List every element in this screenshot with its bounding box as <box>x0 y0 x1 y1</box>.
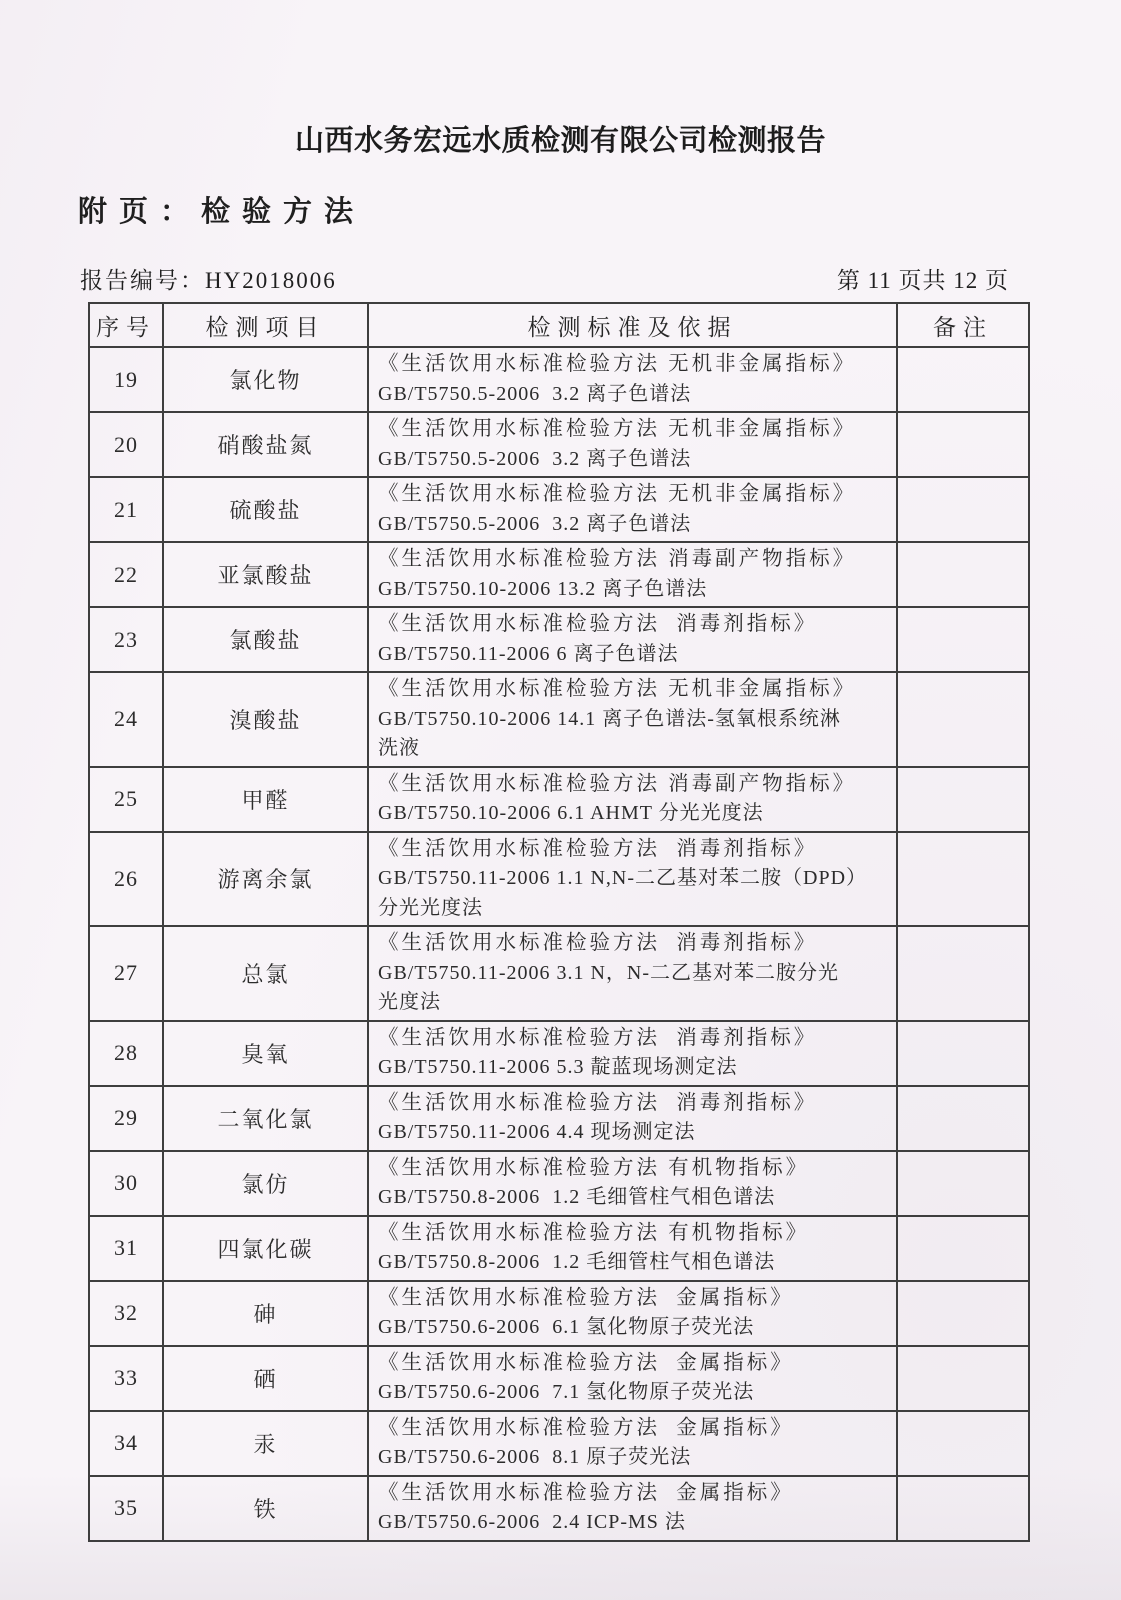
col-header-remark: 备注 <box>897 303 1029 347</box>
table-row <box>89 607 1029 672</box>
test-item-label: 氯酸盐 <box>229 628 302 653</box>
col-header-seq: 序号 <box>89 303 163 347</box>
row-seq: 21 <box>114 496 138 522</box>
row-seq: 32 <box>114 1300 138 1325</box>
test-item-label: 臭氧 <box>241 1041 290 1067</box>
test-item-cell <box>163 542 368 607</box>
test-item-label: 汞 <box>253 1431 278 1457</box>
standard-line: GB/T5750.6-2006 8.1 原子荧光法 <box>378 1446 692 1468</box>
test-item-cell <box>163 767 368 832</box>
row-seq: 27 <box>114 960 138 986</box>
row-seq-cell <box>89 767 163 832</box>
test-item-cell <box>163 1411 368 1476</box>
table-row <box>89 1086 1029 1151</box>
test-item-label: 硫酸盐 <box>229 498 302 523</box>
standard-line: GB/T5750.6-2006 7.1 氢化物原子荧光法 <box>378 1381 755 1403</box>
standard-line: 《生活饮用水标准检验方法 无机非金属指标》 <box>378 418 857 440</box>
methods-table-wrap <box>88 302 1121 1542</box>
standard-cell <box>368 1151 897 1216</box>
remark-cell <box>897 412 1029 477</box>
methods-table <box>88 302 1030 1542</box>
standard-line: 《生活饮用水标准检验方法 金属指标》 <box>378 1351 794 1374</box>
table-row <box>89 926 1029 1021</box>
standard-cell <box>368 1086 897 1151</box>
table-row <box>89 1021 1029 1086</box>
row-seq-cell <box>89 926 163 1021</box>
remark-cell <box>897 1476 1029 1541</box>
test-item-label: 铁 <box>253 1496 278 1522</box>
remark-cell <box>897 767 1029 832</box>
test-item-label: 游离余氯 <box>217 867 314 893</box>
row-seq-cell <box>89 477 163 542</box>
table-row <box>89 672 1029 767</box>
standard-line: GB/T5750.10-2006 6.1 AHMT 分光光度法 <box>378 802 764 824</box>
standard-line: 《生活饮用水标准检验方法 消毒副产物指标》 <box>378 548 857 570</box>
row-seq-cell <box>89 1021 163 1086</box>
table-row <box>89 832 1029 927</box>
standard-line: 《生活饮用水标准检验方法 消毒剂指标》 <box>378 1026 818 1049</box>
methods-table-head <box>89 303 1029 347</box>
standard-line: 《生活饮用水标准检验方法 消毒副产物指标》 <box>378 772 857 795</box>
remark-cell <box>897 1151 1029 1216</box>
remark-cell <box>897 1346 1029 1411</box>
test-item-cell <box>163 672 368 767</box>
row-seq: 20 <box>114 431 138 457</box>
methods-table-body <box>89 347 1029 1541</box>
standard-cell <box>368 672 897 767</box>
test-item-label: 甲醛 <box>241 787 290 813</box>
row-seq-cell <box>89 1346 163 1411</box>
test-item-label: 氯化物 <box>229 368 302 393</box>
standard-cell <box>368 926 897 1021</box>
remark-cell <box>897 1411 1029 1476</box>
test-item-cell <box>163 1021 368 1086</box>
row-seq: 34 <box>114 1430 138 1455</box>
row-seq: 30 <box>114 1170 138 1195</box>
remark-cell <box>897 542 1029 607</box>
test-item-cell <box>163 477 368 542</box>
test-item-label: 砷 <box>253 1301 278 1327</box>
test-item-cell <box>163 607 368 672</box>
test-item-label: 总氯 <box>241 961 290 987</box>
test-item-cell <box>163 926 368 1021</box>
standard-cell <box>368 347 897 412</box>
row-seq-cell <box>89 347 163 412</box>
row-seq-cell <box>89 1151 163 1216</box>
standard-line: GB/T5750.6-2006 2.4 ICP-MS 法 <box>378 1511 686 1533</box>
test-item-label: 硒 <box>253 1366 278 1392</box>
standard-cell <box>368 1281 897 1346</box>
standard-cell <box>368 412 897 477</box>
standard-line: 《生活饮用水标准检验方法 有机物指标》 <box>378 1156 810 1179</box>
table-row <box>89 1411 1029 1476</box>
standard-cell <box>368 1476 897 1541</box>
standard-line: GB/T5750.11-2006 4.4 现场测定法 <box>378 1121 696 1143</box>
row-seq: 23 <box>114 626 138 652</box>
test-item-cell <box>163 412 368 477</box>
test-item-label: 硝酸盐氮 <box>217 433 314 458</box>
remark-cell <box>897 477 1029 542</box>
standard-line: 《生活饮用水标准检验方法 金属指标》 <box>378 1481 794 1504</box>
row-seq-cell <box>89 607 163 672</box>
standard-line: GB/T5750.5-2006 3.2 离子色谱法 <box>378 382 692 405</box>
row-seq: 24 <box>114 706 138 732</box>
standard-line: GB/T5750.8-2006 1.2 毛细管柱气相色谱法 <box>378 1186 776 1208</box>
standard-cell <box>368 832 897 927</box>
row-seq-cell <box>89 672 163 767</box>
remark-cell <box>897 832 1029 927</box>
remark-cell <box>897 607 1029 672</box>
remark-cell <box>897 1086 1029 1151</box>
test-item-cell <box>163 1281 368 1346</box>
page-title: 山西水务宏远水质检测有限公司检测报告 <box>294 125 826 157</box>
row-seq: 28 <box>114 1040 138 1065</box>
meta-row <box>80 262 1009 295</box>
row-seq: 33 <box>114 1365 138 1390</box>
row-seq-cell <box>89 832 163 927</box>
standard-line: GB/T5750.5-2006 3.2 离子色谱法 <box>378 447 692 470</box>
standard-line: GB/T5750.5-2006 3.2 离子色谱法 <box>378 512 692 535</box>
standard-line: 《生活饮用水标准检验方法 金属指标》 <box>378 1286 794 1309</box>
test-item-cell <box>163 347 368 412</box>
row-seq-cell <box>89 1476 163 1541</box>
standard-line: GB/T5750.11-2006 6 离子色谱法 <box>378 642 679 665</box>
col-header-item: 检测项目 <box>163 303 368 347</box>
row-seq: 31 <box>114 1235 138 1260</box>
table-row <box>89 347 1029 412</box>
report-number <box>80 262 337 295</box>
row-seq-cell <box>89 1216 163 1281</box>
standard-line: GB/T5750.11-2006 5.3 靛蓝现场测定法 <box>378 1056 738 1078</box>
col-header-standard: 检测标准及依据 <box>368 303 897 347</box>
page-indicator: 第 11 页共 12 页 <box>836 268 1009 293</box>
standard-line: 《生活饮用水标准检验方法 无机非金属指标》 <box>378 353 857 375</box>
standard-line: 洗液 <box>378 737 420 759</box>
remark-cell <box>897 926 1029 1021</box>
standard-line: GB/T5750.11-2006 1.1 N,N-二乙基对苯二胺（DPD） <box>378 867 868 889</box>
test-item-cell <box>163 1216 368 1281</box>
table-row <box>89 1346 1029 1411</box>
standard-line: 分光光度法 <box>378 896 483 919</box>
standard-line: 《生活饮用水标准检验方法 消毒剂指标》 <box>378 1091 818 1114</box>
table-row <box>89 1151 1029 1216</box>
standard-cell <box>368 1021 897 1086</box>
test-item-label: 溴酸盐 <box>229 707 302 733</box>
test-item-cell <box>163 1151 368 1216</box>
table-row <box>89 412 1029 477</box>
row-seq-cell <box>89 412 163 477</box>
row-seq-cell <box>89 1086 163 1151</box>
standard-cell <box>368 1346 897 1411</box>
test-item-cell <box>163 1476 368 1541</box>
table-row <box>89 1216 1029 1281</box>
row-seq: 19 <box>114 366 138 392</box>
test-item-label: 氯仿 <box>241 1171 290 1197</box>
standard-line: GB/T5750.6-2006 6.1 氢化物原子荧光法 <box>378 1316 755 1338</box>
test-item-label: 亚氯酸盐 <box>217 563 314 588</box>
standard-line: 《生活饮用水标准检验方法 消毒剂指标》 <box>378 613 818 635</box>
standard-line: 《生活饮用水标准检验方法 有机物指标》 <box>378 1221 810 1244</box>
standard-cell <box>368 1411 897 1476</box>
remark-cell <box>897 347 1029 412</box>
row-seq-cell <box>89 1281 163 1346</box>
test-item-label: 二氧化氯 <box>217 1106 314 1132</box>
table-row <box>89 767 1029 832</box>
report-number-value: HY2018006 <box>205 268 337 293</box>
standard-line: GB/T5750.8-2006 1.2 毛细管柱气相色谱法 <box>378 1251 776 1273</box>
remark-cell <box>897 1216 1029 1281</box>
test-item-cell <box>163 832 368 927</box>
standard-cell <box>368 542 897 607</box>
table-row <box>89 477 1029 542</box>
row-seq: 35 <box>114 1495 138 1520</box>
row-seq-cell <box>89 1411 163 1476</box>
standard-line: 《生活饮用水标准检验方法 金属指标》 <box>378 1416 794 1439</box>
standard-line: 光度法 <box>378 991 441 1013</box>
appendix-subtitle: 附页：检验方法 <box>78 196 366 228</box>
report-number-label: 报告编号： <box>80 268 205 293</box>
standard-line: 《生活饮用水标准检验方法 无机非金属指标》 <box>378 483 857 505</box>
standard-line: GB/T5750.11-2006 3.1 N，N-二乙基对苯二胺分光 <box>378 961 840 984</box>
row-seq: 25 <box>114 786 138 811</box>
test-item-cell <box>163 1086 368 1151</box>
standard-line: 《生活饮用水标准检验方法 消毒剂指标》 <box>378 932 818 954</box>
table-row <box>89 542 1029 607</box>
remark-cell <box>897 1021 1029 1086</box>
row-seq: 26 <box>114 865 138 891</box>
standard-cell <box>368 1216 897 1281</box>
standard-cell <box>368 477 897 542</box>
row-seq: 22 <box>114 561 138 587</box>
standard-line: 《生活饮用水标准检验方法 无机非金属指标》 <box>378 678 857 700</box>
table-row <box>89 1476 1029 1541</box>
remark-cell <box>897 672 1029 767</box>
standard-line: GB/T5750.10-2006 14.1 离子色谱法-氢氧根系统淋 <box>378 707 841 730</box>
row-seq-cell <box>89 542 163 607</box>
row-seq: 29 <box>114 1105 138 1130</box>
test-item-label: 四氯化碳 <box>217 1236 314 1262</box>
standard-cell <box>368 607 897 672</box>
remark-cell <box>897 1281 1029 1346</box>
test-item-cell <box>163 1346 368 1411</box>
header-row <box>89 303 1029 347</box>
table-row <box>89 1281 1029 1346</box>
standard-line: 《生活饮用水标准检验方法 消毒剂指标》 <box>378 837 818 860</box>
standard-line: GB/T5750.10-2006 13.2 离子色谱法 <box>378 577 708 600</box>
standard-cell <box>368 767 897 832</box>
